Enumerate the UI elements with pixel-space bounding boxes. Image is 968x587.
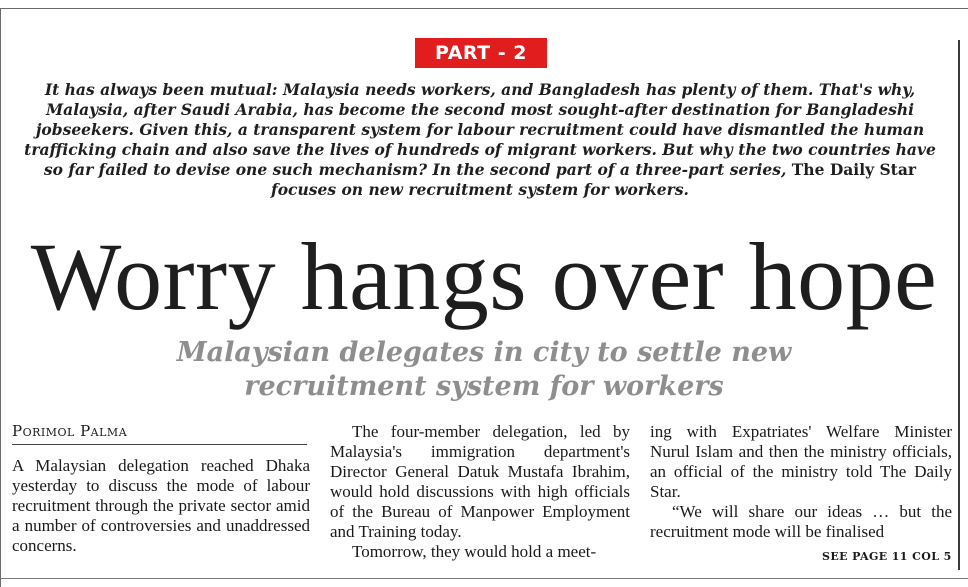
byline-author: Porimol Palma (12, 422, 128, 440)
brand-name: The Daily Star (791, 160, 917, 179)
intro-blurb (14, 80, 946, 200)
article-paragraph: ing with Expatriates' Welfare Minister Nurul Islam and then the ministry officials, an official of the ministry told The Daily Star. (650, 422, 952, 501)
intro-text-before-brand: It has always been mutual: Malaysia needs workers, and Bangladesh has plenty of them. That's why, Malaysia, after Saudi Arabia, has become the second most sought-after destination for Bangladeshi jobseekers. Given this, a transparent system for labour recruitment could have dismantled the human trafficking chain and also save the lives of hundreds of migrant workers. But why the two countries have so far failed to devise one such mechanism? In the second part of a three-part series, (24, 80, 936, 179)
jump-line-link[interactable]: SEE PAGE 11 COL 5 (822, 550, 952, 563)
headline: Worry hangs over hope (30, 223, 938, 330)
article-paragraph: The four-member delegation, led by Malaysia's immigration department's Director General Datuk Mustafa Ibrahim, would hold discussions with high officials of the Bureau of Manpower Employment and Training today. (330, 422, 630, 541)
top-border (0, 8, 968, 9)
bottom-border (0, 578, 968, 579)
subheadline: Malaysian delegates in city to settle new recruitment system for workers (176, 337, 792, 402)
article-column-1 (12, 456, 310, 556)
byline (12, 422, 307, 445)
article-column-3 (650, 422, 952, 542)
part-label: PART - 2 (415, 38, 547, 68)
article-column-2 (330, 422, 630, 562)
intro-text-after-brand: focuses on new recruitment system for workers. (271, 180, 689, 199)
article-paragraph: Tomorrow, they would hold a meet- (352, 542, 597, 561)
article-paragraph: A Malaysian delegation reached Dhaka yesterday to discuss the mode of labour recruitment through the private sector amid a number of controversies and unaddressed concerns. (12, 456, 310, 555)
article-paragraph: “We will share our ideas … but the recruitment mode will be finalised (650, 502, 952, 541)
